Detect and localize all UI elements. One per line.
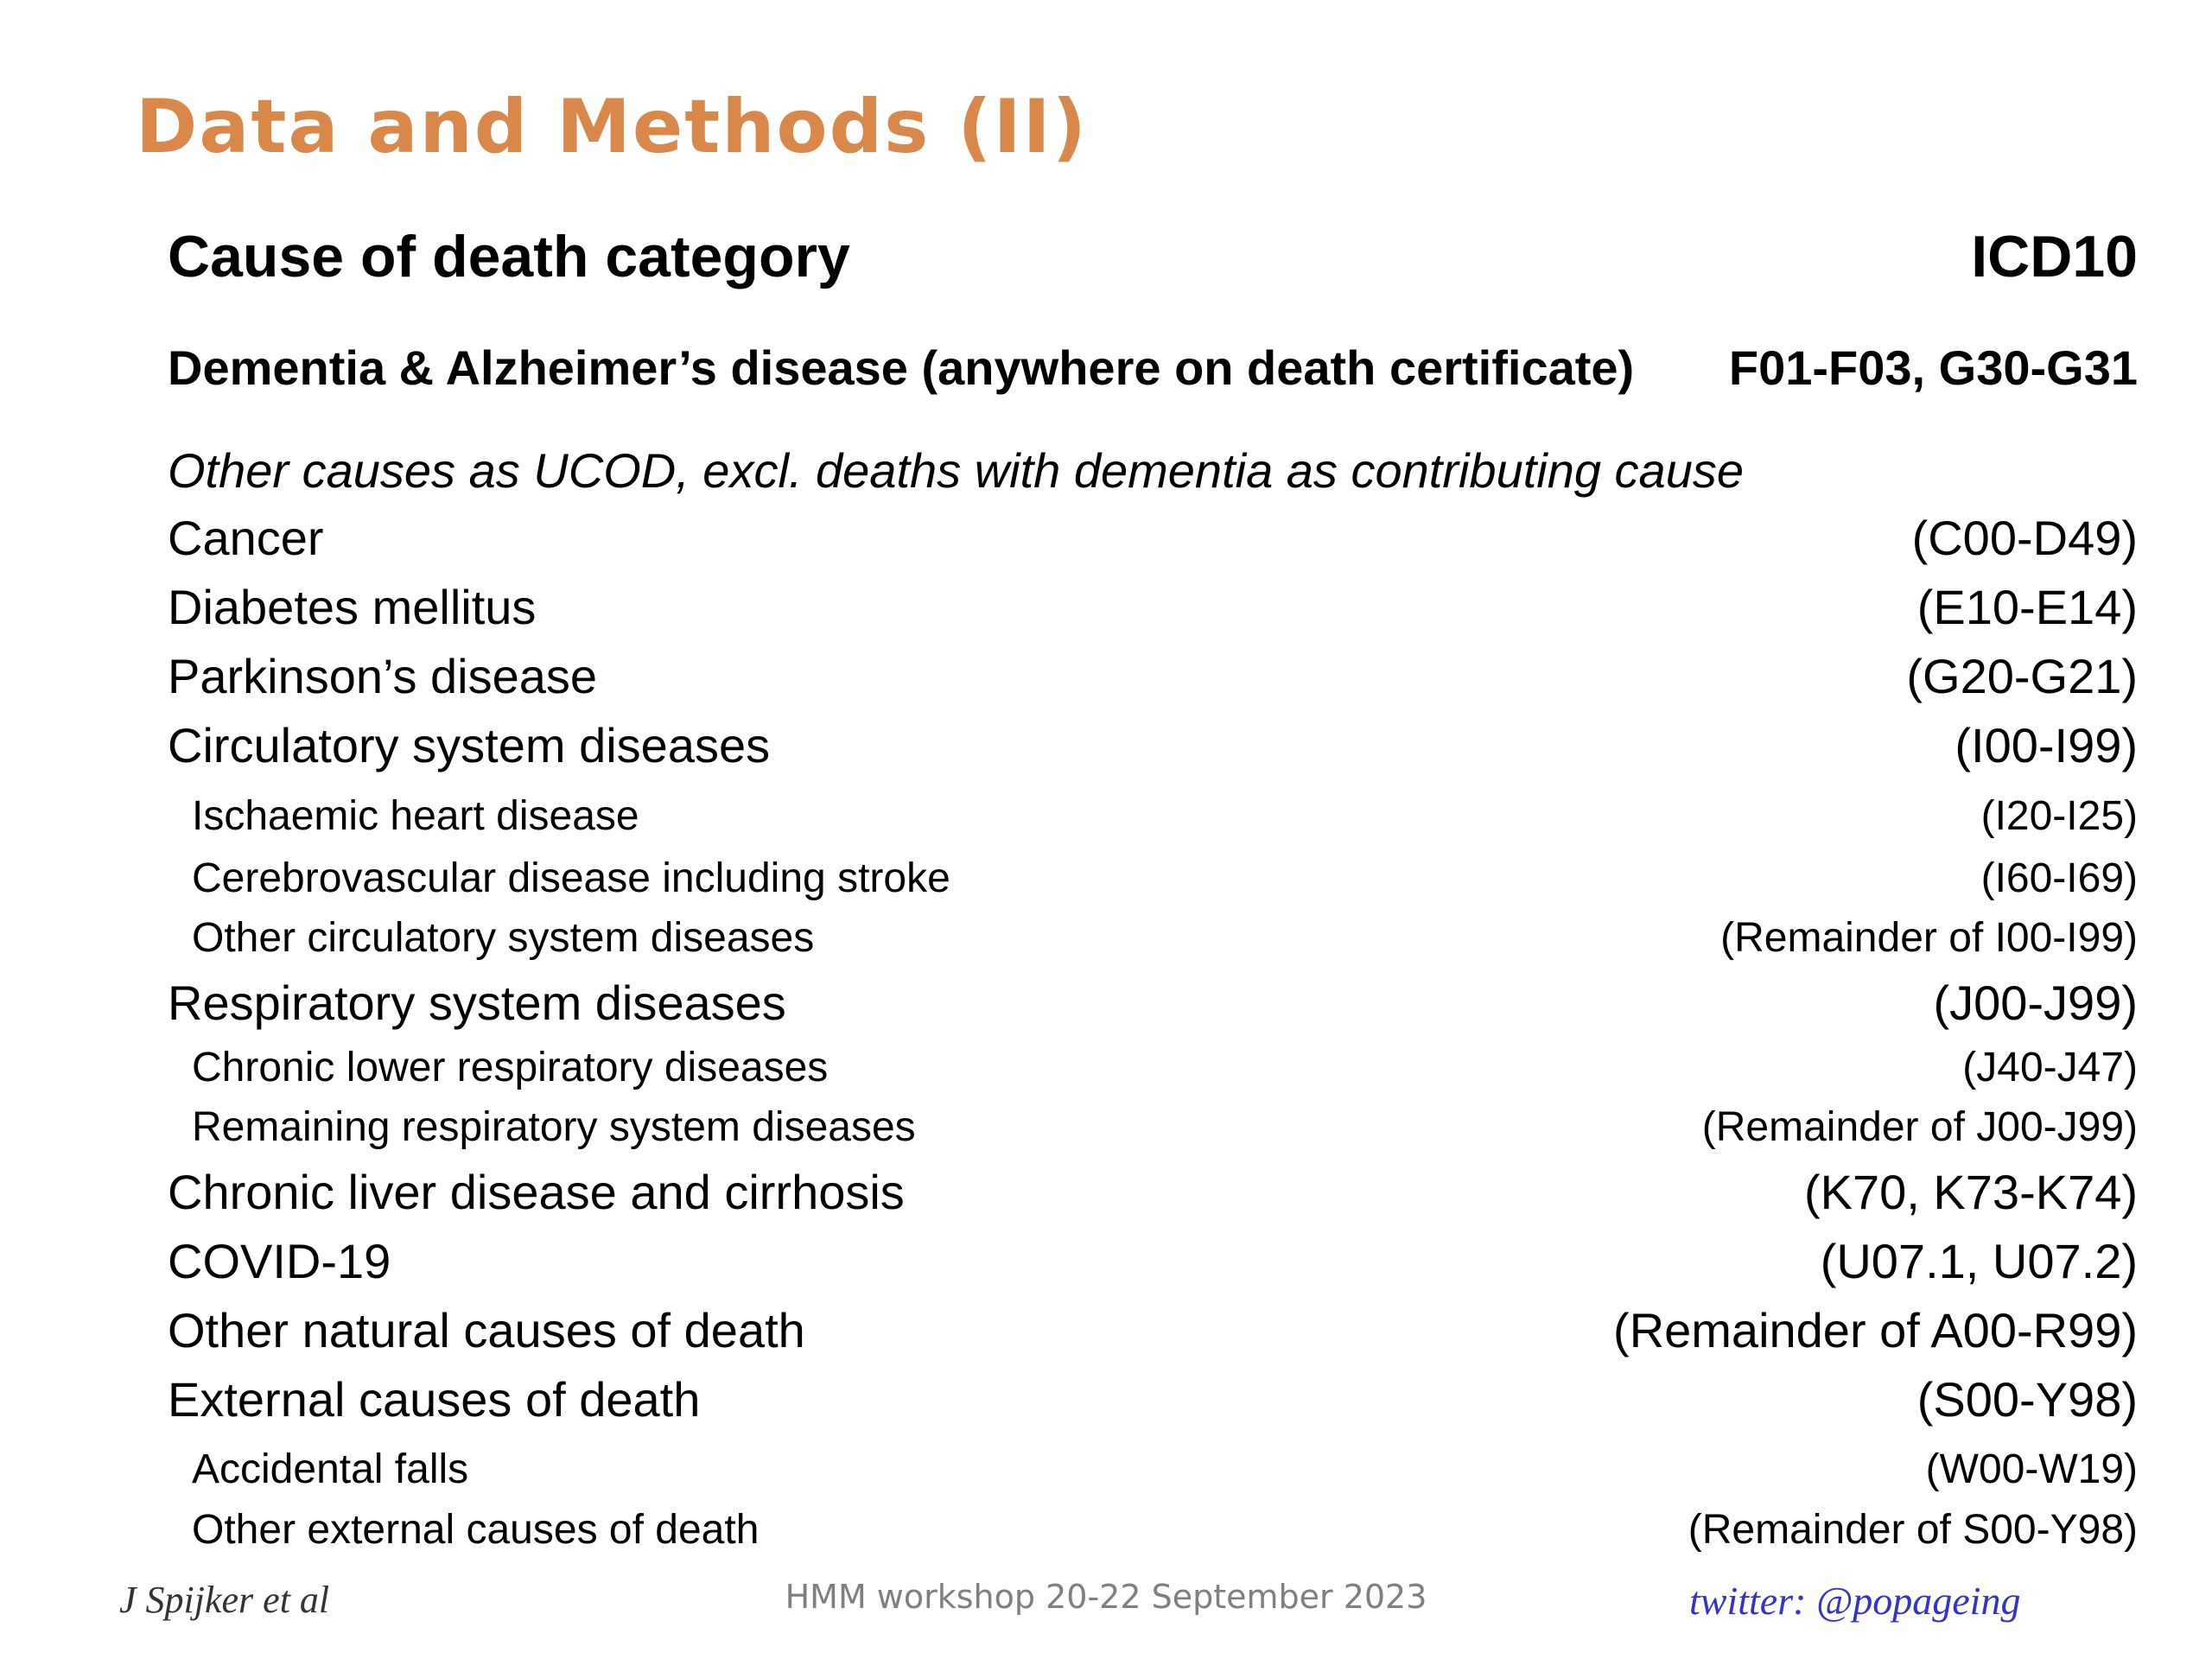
cause-code: (E10-E14) — [1916, 580, 2138, 634]
subcause-label: Remaining respiratory system diseases — [192, 1104, 916, 1150]
subcause-code: (J40-J47) — [1962, 1045, 2138, 1090]
subcause-row — [168, 792, 2138, 840]
subcause-code: (Remainder of I00-I99) — [1720, 915, 2138, 961]
cause-label: Circulatory system diseases — [168, 718, 771, 772]
cause-row — [168, 1302, 2138, 1358]
cause-row — [168, 1371, 2138, 1427]
subcause-code: (I20-I25) — [1980, 793, 2138, 839]
cause-label: Chronic liver disease and cirrhosis — [168, 1165, 905, 1219]
cause-label: COVID-19 — [168, 1234, 391, 1288]
column-header-icd10: ICD10 — [1971, 224, 2138, 289]
cause-row — [168, 579, 2138, 635]
subcause-code: (Remainder of J00-J99) — [1701, 1104, 2138, 1150]
footer-author: J Spijker et al — [119, 1579, 330, 1621]
subcause-code: (W00-W19) — [1925, 1446, 2138, 1492]
footer-twitter-handle[interactable]: twitter: @popageing — [1689, 1579, 2021, 1623]
subcause-label: Cerebrovascular disease including stroke — [192, 855, 950, 901]
subcause-label: Other external causes of death — [192, 1507, 760, 1553]
dementia-row — [168, 340, 2138, 396]
dementia-label: Dementia & Alzheimer’s disease (anywhere on death certificate) — [168, 340, 1635, 395]
subcause-row — [168, 1506, 2138, 1554]
subcause-label: Ischaemic heart disease — [192, 793, 639, 839]
cause-row — [168, 717, 2138, 773]
subcause-label: Chronic lower respiratory diseases — [192, 1045, 829, 1090]
cause-label: Parkinson’s disease — [168, 649, 598, 703]
cause-row — [168, 975, 2138, 1031]
cause-label: Diabetes mellitus — [168, 580, 537, 634]
other-causes-note — [168, 442, 2138, 499]
subcause-row — [168, 1044, 2138, 1091]
cause-label: Cancer — [168, 511, 324, 565]
cause-code: (S00-Y98) — [1916, 1372, 2138, 1427]
cause-row — [168, 648, 2138, 704]
cause-label: Other natural causes of death — [168, 1303, 805, 1357]
subcause-row — [168, 914, 2138, 962]
subcause-code: (Remainder of S00-Y98) — [1688, 1507, 2138, 1553]
cause-row — [168, 1233, 2138, 1289]
slide-title: Data and Methods (II) — [136, 84, 1088, 170]
dementia-code: F01-F03, G30-G31 — [1728, 340, 2138, 395]
cause-code: (C00-D49) — [1911, 511, 2138, 565]
footer-event: HMM workshop 20-22 September 2023 — [785, 1578, 1427, 1616]
cause-row — [168, 510, 2138, 566]
cause-code: (U07.1, U07.2) — [1820, 1234, 2138, 1288]
other-causes-note-text: Other causes as UCOD, excl. deaths with dementia as contributing cause — [168, 443, 1744, 498]
cause-code: (Remainder of A00-R99) — [1613, 1303, 2138, 1357]
cause-code: (J00-J99) — [1933, 976, 2138, 1030]
subcause-label: Other circulatory system diseases — [192, 915, 815, 961]
cause-label: Respiratory system diseases — [168, 976, 786, 1030]
subcause-code: (I60-I69) — [1980, 855, 2138, 901]
subcause-row — [168, 1446, 2138, 1493]
subcause-label: Accidental falls — [192, 1446, 469, 1492]
cause-label: External causes of death — [168, 1372, 701, 1427]
cause-row — [168, 1164, 2138, 1220]
cause-code: (K70, K73-K74) — [1804, 1165, 2138, 1219]
column-header-category: Cause of death category — [168, 224, 850, 289]
cause-code: (I00-I99) — [1955, 718, 2138, 772]
subcause-row — [168, 1103, 2138, 1151]
subcause-row — [168, 855, 2138, 902]
cause-code: (G20-G21) — [1906, 649, 2138, 703]
table-header-row — [168, 223, 2138, 290]
